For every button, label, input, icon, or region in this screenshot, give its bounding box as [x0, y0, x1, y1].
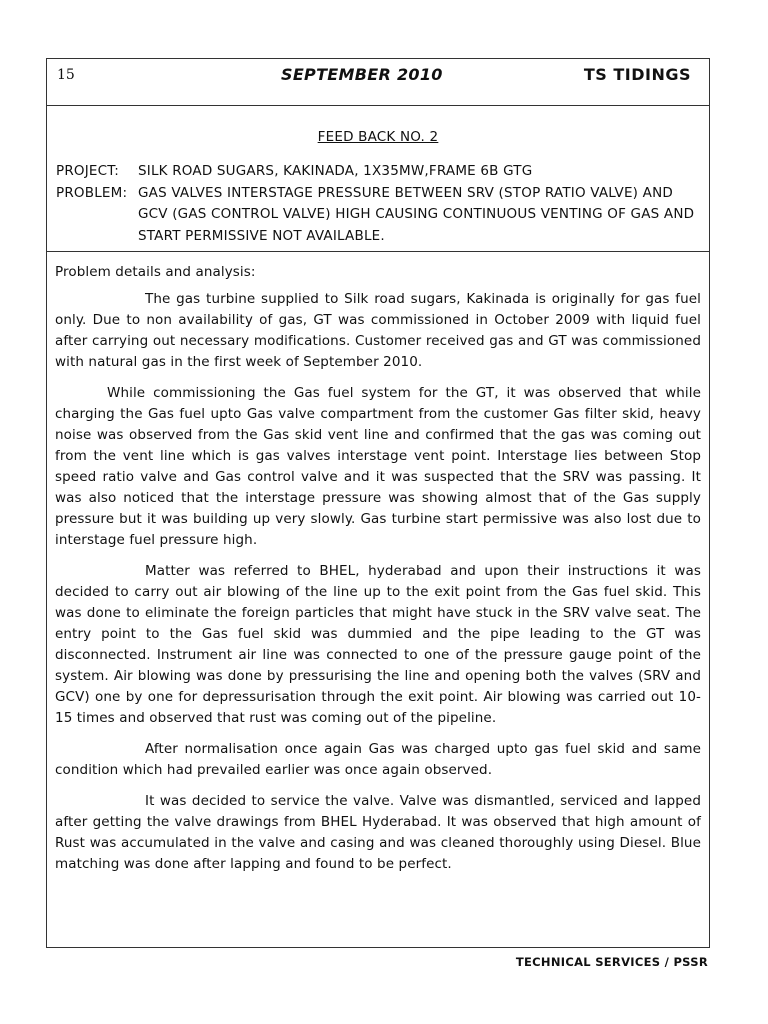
newsletter-name: TS TIDINGS [583, 65, 691, 84]
project-value: SILK ROAD SUGARS, KAKINADA, 1X35MW,FRAME 6B GTG [138, 163, 533, 179]
feedback-meta [56, 161, 702, 247]
feedback-summary [47, 105, 709, 252]
article-text [55, 262, 701, 885]
page-number: 15 [57, 67, 75, 83]
page-header [47, 59, 709, 106]
problem-label: PROBLEM: [56, 184, 128, 201]
paragraph: It was decided to service the valve. Valve was dismantled, serviced and lapped after getting the valve drawings from BHEL Hyderabad. It was observed that high amount of Rust was accumulated in the valve and casing and was cleaned thoroughly using Diesel. Blue matching was done after lapping and found to be perfect. [55, 793, 701, 872]
project-row [56, 161, 702, 183]
feedback-title: FEED BACK NO. 2 [317, 129, 439, 145]
problem-value: GAS VALVES INTERSTAGE PRESSURE BETWEEN SRV (STOP RATIO VALVE) AND GCV (GAS CONTROL VALVE) HIGH CAUSING CONTINUOUS VENTING OF GAS AND START PERMISSIVE NOT AVAILABLE. [138, 184, 695, 244]
issue-date: SEPTEMBER 2010 [281, 65, 443, 84]
paragraph: After normalisation once again Gas was charged upto gas fuel skid and same condition which had prevailed earlier was once again observed. [55, 741, 701, 778]
page-footer: TECHNICAL SERVICES / PSSR [515, 955, 708, 969]
section-heading: Problem details and analysis: [55, 264, 256, 280]
problem-row [56, 183, 702, 248]
paragraph: Matter was referred to BHEL, hyderabad and upon their instructions it was decided to carry out air blowing of the line up to the exit point from the Gas fuel skid. This was done to eliminate the foreign particles that might have stuck in the SRV valve seat. The entry point to the Gas fuel skid was dummied and the pipe leading to the GT was disconnected. Instrument air line was connected to one of the pressure gauge point of the system. Air blowing was done by pressurising the line and opening both the valves (SRV and GCV) one by one for depressurisation through the exit point. Air blowing was carried out 10-15 times and observed that rust was coming out of the pipeline. [55, 563, 701, 726]
project-label: PROJECT: [56, 163, 119, 179]
paragraph: The gas turbine supplied to Silk road sugars, Kakinada is originally for gas fuel only. Due to non availability of gas, GT was commissioned in October 2009 with liquid fuel after carrying out necessary modifications. Customer received gas and GT was commissioned with natural gas in the first week of September 2010. [55, 291, 701, 370]
paragraph: While commissioning the Gas fuel system for the GT, it was observed that while charging the Gas fuel upto Gas valve compartment from the customer Gas filter skid, heavy noise was observed from the Gas skid vent line and confirmed that the gas was coming out from the vent line which is gas valves interstage vent point. Interstage lies between Stop speed ratio valve and Gas control valve and it was suspected that the SRV was passing. It was also noticed that the interstage pressure was showing almost that of the Gas supply pressure but it was building up very slowly. Gas turbine start permissive was also lost due to interstage fuel pressure high. [55, 385, 701, 548]
